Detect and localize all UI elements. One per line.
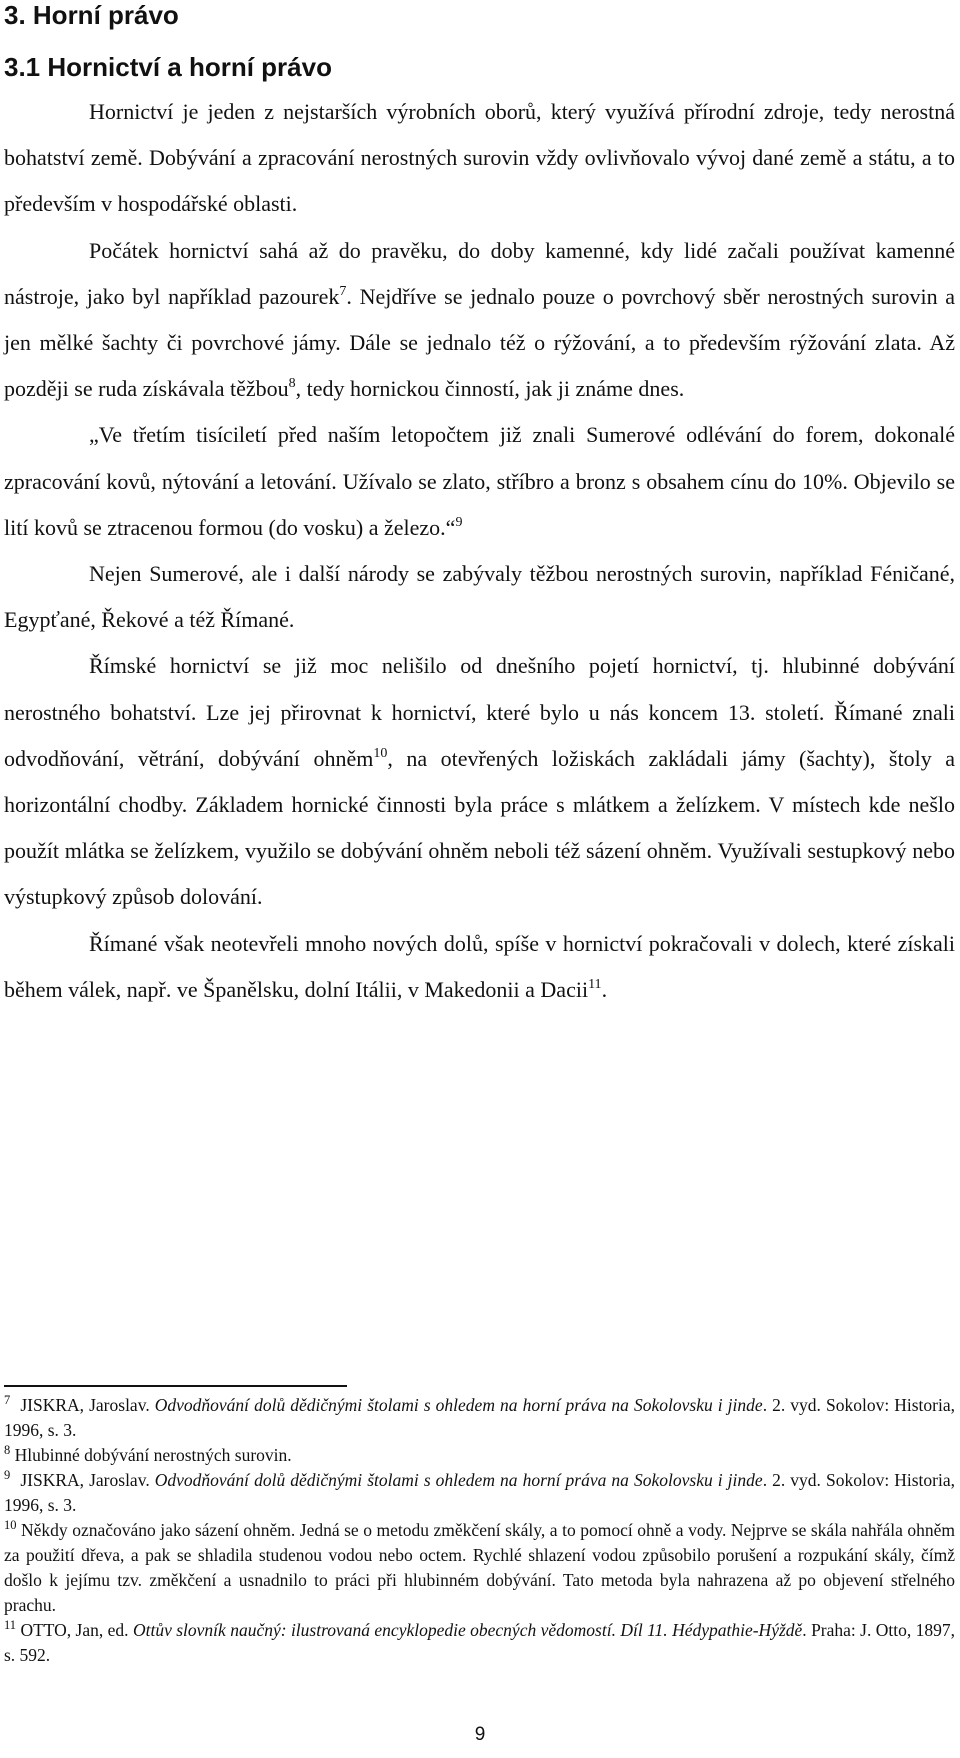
paragraph-5-text-b: , na otevřených ložiskách zakládali jámy (šachty), štoly a horizontální chodby. Základem hornické činnosti byla práce s mlátkem a želízkem. V místech kde nešlo použít mlátka se želízkem, využilo se dobývání ohněm neboli též sázení ohněm. Využívali sestupkový nebo výstupkový způsob dolování. <box>4 745 955 910</box>
page-number: 9 <box>474 1724 486 1745</box>
footnote-9-title: Odvodňování dolů dědičnými štolami s ohledem na horní práva na Sokolovsku i jinde <box>154 1470 763 1490</box>
footnote-7-author: JISKRA, Jaroslav. <box>20 1395 155 1415</box>
footnote-11-number: 11 <box>4 1618 17 1632</box>
paragraph-6-text-a: Římané však neotevřeli mnoho nových dolů, spíše v hornictví pokračovali v dolech, které získali během válek, např. ve Španělsku, dolní Itálii, v Makedonii a Dacii <box>4 930 955 1002</box>
footnote-8 <box>4 1443 955 1468</box>
footnote-11-publication: . Praha: J. Otto, 1897, s. 592. <box>4 1620 956 1665</box>
footnote-7-title: Odvodňování dolů dědičnými štolami s ohledem na horní práva na Sokolovsku i jinde <box>154 1395 763 1415</box>
footnote-separator <box>4 1385 347 1387</box>
paragraph-5 <box>4 643 955 920</box>
footnotes <box>4 1393 955 1668</box>
paragraph-2 <box>4 228 955 413</box>
body-text <box>4 89 955 1013</box>
paragraph-2-text-b: . Nejdříve se jednalo pouze o povrchový sběr nerostných surovin a jen mělké šachty či povrchové jámy. Dále se jednalo též o rýžování, a to především rýžování zlata. Až později se ruda získávala těžbou <box>4 283 955 402</box>
footnote-7-publication: . 2. vyd. Sokolov: Historia, 1996, s. 3. <box>4 1395 955 1440</box>
footnote-9-number: 9 <box>4 1468 11 1482</box>
section-heading: 3.1 Hornictví a horní právo <box>4 52 332 82</box>
paragraph-1-text: Hornictví je jeden z nejstarších výrobních oborů, který využívá přírodní zdroje, tedy nerostná bohatství země. Dobývání a zpracování nerostných surovin vždy ovlivňovalo vývoj dané země a státu, a to především v hospodářské oblasti. <box>4 99 955 217</box>
paragraph-2-text-a: Počátek hornictví sahá až do pravěku, do doby kamenné, kdy lidé začali používat kamenné nástroje, jako byl například pazourek <box>4 237 955 309</box>
footnote-8-text: Hlubinné dobývání nerostných surovin. <box>14 1445 292 1465</box>
footnote-ref-9: 9 <box>455 514 463 530</box>
chapter-heading: 3. Horní právo <box>4 0 179 30</box>
footnote-11 <box>4 1618 955 1668</box>
footnote-11-editor: OTTO, Jan, ed. <box>20 1620 133 1640</box>
paragraph-4-text: Nejen Sumerové, ale i další národy se zabývaly těžbou nerostných surovin, například Féničané, Egypťané, Řekové a též Římané. <box>4 561 955 633</box>
footnote-ref-7: 7 <box>339 283 347 299</box>
paragraph-2-text-c: , tedy hornickou činností, jak ji známe dnes. <box>295 376 685 402</box>
footnote-9 <box>4 1468 955 1518</box>
footnote-7-number: 7 <box>4 1393 11 1407</box>
footnote-10-text: Někdy označováno jako sázení ohněm. Jedná se o metodu změkčení skály, a to pomocí ohně a vody. Nejprve se skála nahřála ohněm za použití dřeva, a pak se shladila studenou vodou nebo octem. Rychlé shlazení vodou způsobilo porušení a rozpukání skály, čímž došlo k jejímu tzv. změkčení a usnadnilo to práci při hlubinném dobývání. Tato metoda byla nahrazena až po objevení střelného prachu. <box>4 1520 955 1615</box>
paragraph-6 <box>4 921 955 1013</box>
footnote-9-publication: . 2. vyd. Sokolov: Historia, 1996, s. 3. <box>4 1470 955 1515</box>
footnote-10 <box>4 1518 955 1618</box>
footnote-8-number: 8 <box>4 1443 11 1457</box>
paragraph-3-text: „Ve třetím tisíciletí před naším letopočtem již znali Sumerové odlévání do forem, dokonalé zpracování kovů, nýtování a letování. Užívalo se zlato, stříbro a bronz s obsahem cínu do 10%. Objevilo se lití kovů se ztracenou formou (do vosku) a železo.“ <box>4 422 955 540</box>
footnote-ref-11: 11 <box>588 976 602 992</box>
footnote-10-number: 10 <box>4 1518 17 1532</box>
footnote-ref-10: 10 <box>373 745 388 761</box>
footnote-9-author: JISKRA, Jaroslav. <box>20 1470 155 1490</box>
paragraph-3-quote <box>4 412 955 551</box>
paragraph-5-text-a: Římské hornictví se již moc nelišilo od dnešního pojetí hornictví, tj. hlubinné dobývání nerostného bohatství. Lze jej přirovnat k hornictví, které bylo u nás koncem 13. století. Římané znali odvodňování, větrání, dobývání ohněm <box>4 653 955 771</box>
paragraph-6-text-b: . <box>601 976 608 1002</box>
footnote-ref-8: 8 <box>288 376 296 392</box>
paragraph-1 <box>4 89 955 228</box>
footnote-7 <box>4 1393 955 1443</box>
paragraph-4 <box>4 551 955 643</box>
footnote-11-title: Ottův slovník naučný: ilustrovaná encyklopedie obecných vědomostí. Díl 11. Hédypathie-Hýždě <box>132 1620 803 1640</box>
